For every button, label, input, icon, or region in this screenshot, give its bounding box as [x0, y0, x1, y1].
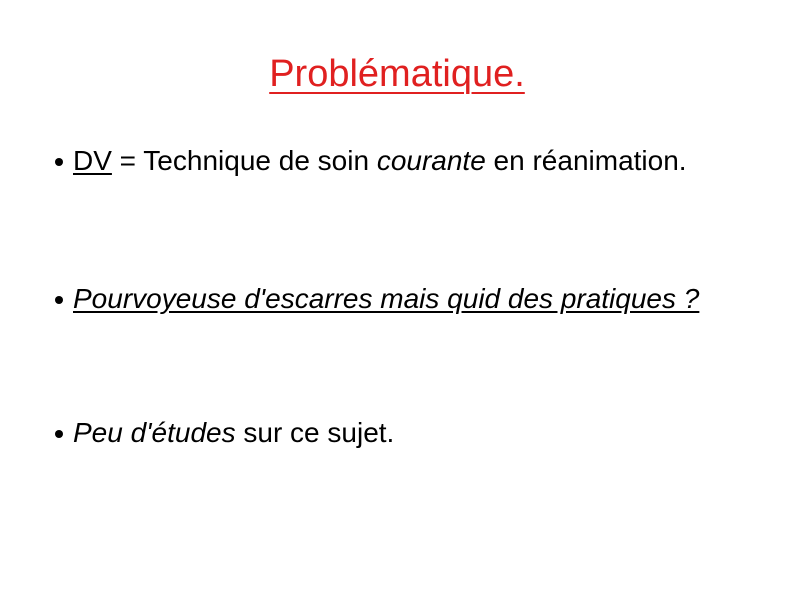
bullet-text-italic: courante — [376, 145, 486, 176]
bullet-text: sur ce sujet. — [235, 417, 395, 448]
bullet-text: en réanimation. — [485, 145, 687, 176]
bullet-dot-icon — [55, 296, 63, 304]
bullet-dot-icon — [55, 430, 63, 438]
bullet-item — [73, 282, 713, 316]
bullet-item — [73, 144, 713, 178]
bullet-text: = Technique de soin — [111, 145, 377, 176]
bullet-text-italic-underlined: Pourvoyeuse d'escarres mais quid des pratiques ? — [73, 283, 700, 314]
bullet-text-italic: Peu d'études — [73, 417, 236, 448]
bullet-text-underlined: DV — [73, 145, 112, 176]
bullet-item — [73, 416, 713, 450]
bullet-dot-icon — [55, 158, 63, 166]
slide-title-text: Problématique. — [269, 53, 525, 95]
